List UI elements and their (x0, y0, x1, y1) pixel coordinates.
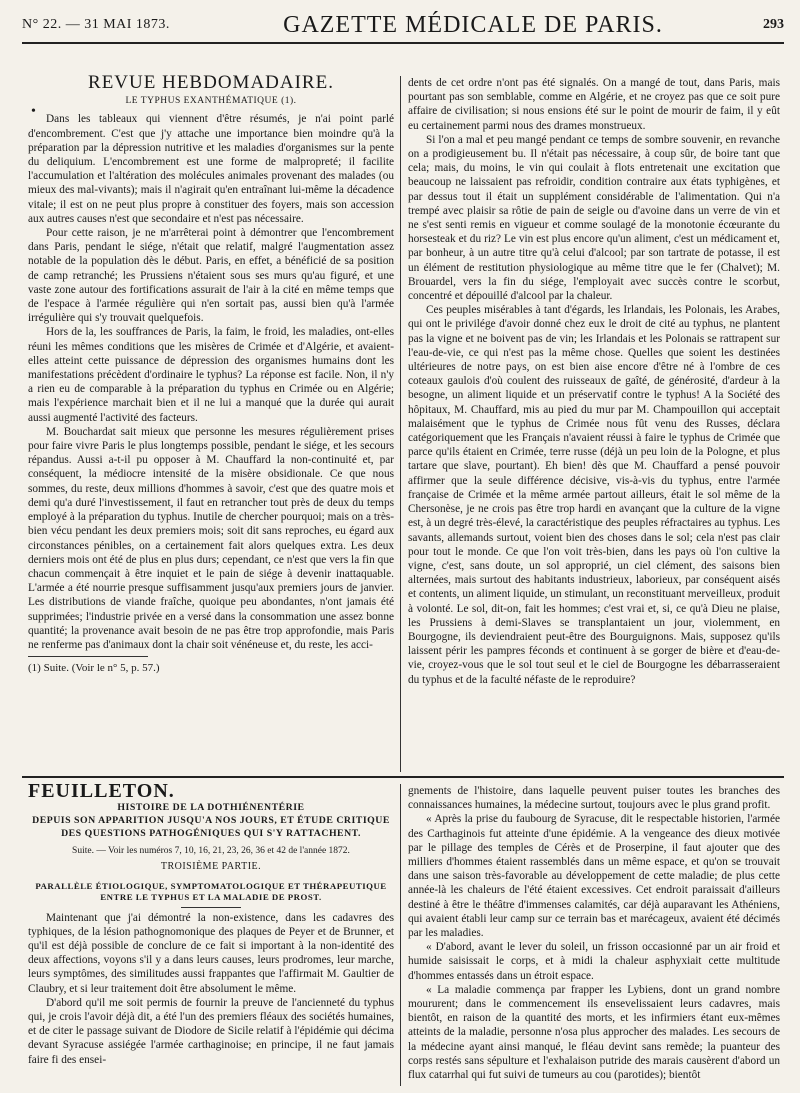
margin-bullet: • (31, 104, 36, 119)
footnote-rule (28, 656, 148, 657)
short-rule (181, 907, 241, 908)
feuilleton-paragraph: gnements de l'histoire, dans laquelle peuvent puiser toutes les branches des connaissances humaines, la médecine surtout, toujours avec le plus grand profit. (408, 785, 780, 812)
revue-paragraph: Si l'on a mal et peu mangé pendant ce temps de sombre souvenir, en revanche on a prodigieusement bu. Il n'était pas nécessaire, à coup sûr, de boire tant que cela; mais, du moins, le vin qui coulait à flots entretenait une excitation que beaucoup ne laissaient pas refroidir, condition contraire aux états typhigènes, et par dessus tout il était un supplément considérable de l'alimentation. Qui n'a trempé avec plaisir sa rôtie de pain de seigle ou d'avoine dans un verre de vin et ne s'est senti remis en vigueur et comme soulagé de la monotonie écœurante du horsesteak et du riz? Le vin est plus encore qu'un aliment, c'est un médicament et, par bonheur, à un autre titre qu'à celui d'alcool; par son tartrate de potasse, il est un élément de restitution physiologique au même titre que le fer (Chalvet); M. Brouardel, vers la fin du siége, l'employait avec succès contre le scorbut, concentré et dépouillé d'alcool par la chaleur. (408, 133, 780, 303)
section-divider (22, 776, 784, 778)
feuilleton-paragraph: « D'abord, avant le lever du soleil, un frisson occasionné par un air froid et humide saisissait le corps, et à midi la chaleur asphyxiait cette multitude d'hommes entassés dans un étroit espace. (408, 941, 780, 982)
feuilleton-subtitle-line: HISTOIRE DE LA DOTHIÉNENTÉRIE (117, 802, 305, 814)
feuilleton-paragraph: « La maladie commença par frapper les Lybiens, dont un grand nombre moururent; dans le commencement ils ensevelissaient leurs cadavres, mais bientôt, en raison de la quantité des morts, et les infirmiers étant eux-mêmes atteints de la maladie, personne n'osa plus approcher des malades. Les secours de la médecine ayant ainsi manqué, le fléau devint sans remède; la puanteur des corps restés sans sépulture et l'exhalaison putride des marais causèrent d'abord un flux catarrhal qui fut suivi de tumeurs au cou (parotides); bientôt (408, 983, 780, 1082)
revue-paragraph: M. Bouchardat sait mieux que personne les mesures régulièrement prises pour faire vivre Paris le plus longtemps possible, pendant le siége, et les secours répandus. Aussi a-t-il pu opposer à M. Chauffard la non-continuité et, par conséquent, la médiocre intensité de la misère obsidionale. Ce que nous sommes, du reste, deux millions d'hommes à savoir, c'est que des quatre mois et demi qu'a duré l'investissement, il faut en retrancher tout près de deux du temps employé à la préparation du typhus. Inutile de chercher pourquoi; mais on a très-bien vécu pendant les deux premiers mois; soit dit sans reproches, eu égard aux circonstances pénibles, on a certainement fait alors quelques extra. Les deux derniers mois ont été de plus en plus durs; cependant, ce n'est que vers la fin que chacun commençait à être inquiet et le pain de siége à devenir inattaquable. L'armée a été nourrie presque suffisamment jusqu'aux premiers jours de janvier. Les distributions de viande fraîche, quoique peu abondantes, n'ont jamais été supprimées; l'industrie privée en a versé dans la consommation une assez bonne quantité; la provenance avait besoin de ne pas être trop approfondie, mais Paris ne renferme pas d'animaux dont la chair soit vénéneuse et, du reste, les acci- (28, 425, 394, 651)
feuilleton-part: TROISIÈME PARTIE. (160, 861, 262, 873)
revue-title: REVUE HEBDOMADAIRE. (88, 72, 334, 93)
revue-paragraph: Dans les tableaux qui viennent d'être résumés, je n'ai point parlé d'encombrement. C'est que j'y attache une importance bien moindre qu'à la préparation par la dépression nutritive et les maladies d'organismes sur la pente du deliquium. L'encombrement est une forme de malpropreté; il facilite l'accumulation et l'altération des molécules animales provenant des malades (ou mieux des mal-vivants); mais il n'agirait qu'en entraînant lui-même la décadence vitale; il est on ne peut plus propre à constituer des foyers, mais son accession aux autres causes n'est que secondaire et n'est pas nécessaire. (28, 113, 394, 225)
feuilleton-section: PARALLÈLE ÉTIOLOGIQUE, SYMPTOMATOLOGIQUE ET THÉRAPEUTIQUE ENTRE LE TYPHUS ET LA MALADIE DE PROST. (35, 880, 387, 902)
feuilleton-subtitle-line: DES QUESTIONS PATHOGÉNIQUES QUI S'Y RATTACHENT. (61, 828, 361, 840)
column-divider-bottom (400, 784, 401, 1086)
feuilleton-left-column (28, 780, 394, 1067)
feuilleton-suite: Suite. — Voir les numéros 7, 10, 16, 21, 23, 26, 36 et 42 de l'année 1872. (72, 846, 350, 857)
revue-paragraph: dents de cet ordre n'ont pas été signalés. On a mangé de tout, dans Paris, mais pourtant pas son semblable, comme en Algérie, et ne croyez pas que ce soit pure affaire de civilisation; si nous ensions été sur le point de mourir de faim, il y eût eu certainement parmi nous des drames monstrueux. (408, 77, 780, 132)
revue-subtitle: LE TYPHUS EXANTHÉMATIQUE (1). (125, 96, 297, 107)
revue-paragraph: Hors de la, les souffrances de Paris, la faim, le froid, les maladies, ont-elles réuni les mêmes conditions que les misères de Crimée et d'Algérie, et avaient-elles atteint cette puissance de dépression des organismes humains dont les manifestations précèdent d'ordinaire le typhus? La réponse est facile. Non, il n'y a rien eu de comparable à la préparation du typhus en Crimée ou en Algérie; mais l'expérience marchait bien et il ne lui a manqué que la durée qui aurait aussi augmenté l'activité des facteurs. (28, 326, 394, 424)
feuilleton-paragraph: « Après la prise du faubourg de Syracuse, dit le respectable historien, l'armée des Carthaginois fut atteinte d'une épidémie. A la vengeance des dieux motivée par le pillage des temples de Cérès et de Proserpine, il faut ajouter que des milliers d'hommes étaient rassemblés dans un même espace, et qu'on se trouvait dans une saison très-favorable au développement de cette maladie; de plus cette année-là les chaleurs de l'été étaient excessives. Cet endroit paraissait d'ailleurs destiné à être le théâtre d'immenses calamités, car déjà auparavant les Athéniens, qui avaient établi leur camp sur ce terrain bas et marécageux, avaient été décimés par les maladies. (408, 813, 780, 940)
feuilleton-title: FEUILLETON. (28, 780, 175, 802)
page-header (22, 8, 784, 44)
feuilleton-subtitle-line: DEPUIS SON APPARITION JUSQU'A NOS JOURS, ET ÉTUDE CRITIQUE (32, 815, 390, 827)
revue-right-column (408, 76, 780, 687)
feuilleton-paragraph: Maintenant que j'ai démontré la non-existence, dans les cadavres des typhiques, de la lésion pathognomonique des plaques de Peyer et de Brunner, et qu'il est déjà possible de conclure de ce fait si important à la non-identité des deux affections, voyons s'il y a dans leurs causes, leurs prodromes, leur marche, leurs symptômes, des similitudes aussi frappantes que l'affirmait M. Gaultier de Claubry, et si leur traitement doit être absolument le même. (28, 911, 394, 995)
masthead-title: GAZETTE MÉDICALE DE PARIS. (283, 11, 663, 38)
feuilleton-right-column (408, 784, 780, 1082)
column-divider-top (400, 76, 401, 772)
revue-paragraph: Ces peuples misérables à tant d'égards, les Irlandais, les Polonais, les Arabes, qui ont le privilége d'avoir donné chez eux le droit de cité au typhus, ne plantent pas la vigne et ne boivent pas de vin; les Irlandais et les Polonais se rattrapent sur l'eau-de-vie, ce qui n'est pas la même chose. Quelles que soient les destinées ultérieures de notre pays, on est bien aise encore d'être né à l'ombre de ces coteaux gaulois d'où coulent des ruisseaux de gaîté, de générosité, d'ardeur à la besogne, un aliment liquide et un préservatif contre le typhus! A la Société des hôpitaux, M. Chauffard, mis au pied du mur par M. Champouillon qui acceptait malaisément que le typhus de Crimée nous fût venu des Russes, déclara catégoriquement que les Français n'avaient réussi à faire le typhus de Crimée que parce qu'ils étaient en Crimée, terre russe (déjà un peu loin de la Pologne, et plus tartare que slave, pourtant). Eh bien! dès que M. Chauffard a pensé pouvoir affirmer que la seule différence décisive, vis-à-vis du typhus, entre l'armée française de Crimée et la même armée partout ailleurs, était le sol même de la Chersonèse, je ne crois pas être trop hardi en avançant que la culture de la vigne est, à un degré très-élevé, la caractéristique des peuples réfractaires au typhus. Les savants, allemands surtout, voient bien des choses dans le sol; cela n'est pas clair pour tout le monde. Ce que l'on voit très-bien, dans les pays où l'on cultive la vigne, c'est, sans doute, un sol approprié, un ciel clément, des saisons bien alternées, mais surtout des habitants industrieux, laborieux, par conséquent aisés et contents, un aliment liquide, un stimulant, un reconstituant merveilleux, produit à volonté. Le sol, dit-on, fait les hommes; c'est vrai et, si, ce qu'à Dieu ne plaise, les Prussiens à demi-Slaves se transplantaient un jour, violemment, en Bourgogne, ils deviendraient peut-être des Bourguignons. Mais, supposez qu'ils laissent périr les pampres féconds et continuent à se gorger de bière et d'eau-de-vie, croyez-vous que le sol tout seul et le ciel de Bourgogne les débarrasseraient du typhus et de la faculté néfaste de le reproduire? (408, 304, 780, 686)
revue-paragraph: Pour cette raison, je ne m'arrêterai point à démontrer que l'encombrement dans Paris, pendant le siége, n'était que relatif, malgré l'augmentation assez notable de la population dès le début. Paris, en effet, a bénéficié de sa position de camp retranché; les Prussiens n'étaient sous ses murs qu'au figuré, et une vaste zone autour des fortifications assurait de l'air à la cité en même temps que de l'espace à l'armée régulière qui n'en sortait pas, aussi bien qu'à l'armée irrégulière qui s'y trouvait quelquefois. (28, 227, 394, 325)
revue-left-column (28, 72, 394, 675)
page-number: 293 (763, 17, 784, 32)
issue-date: N° 22. — 31 MAI 1873. (22, 17, 170, 32)
revue-footnote: (1) Suite. (Voir le n° 5, p. 57.) (28, 662, 160, 675)
feuilleton-paragraph: D'abord qu'il me soit permis de fournir la preuve de l'ancienneté du typhus qui, je crois l'avoir déjà dit, a été l'un des premiers fléaux des sociétés humaines, et de citer le passage suivant de Diodore de Sicile relatif à l'épidémie qui décima devant Syracuse assiégée l'armée carthaginoise; en principe, il ne faut jamais faire fi des ensei- (28, 996, 394, 1066)
